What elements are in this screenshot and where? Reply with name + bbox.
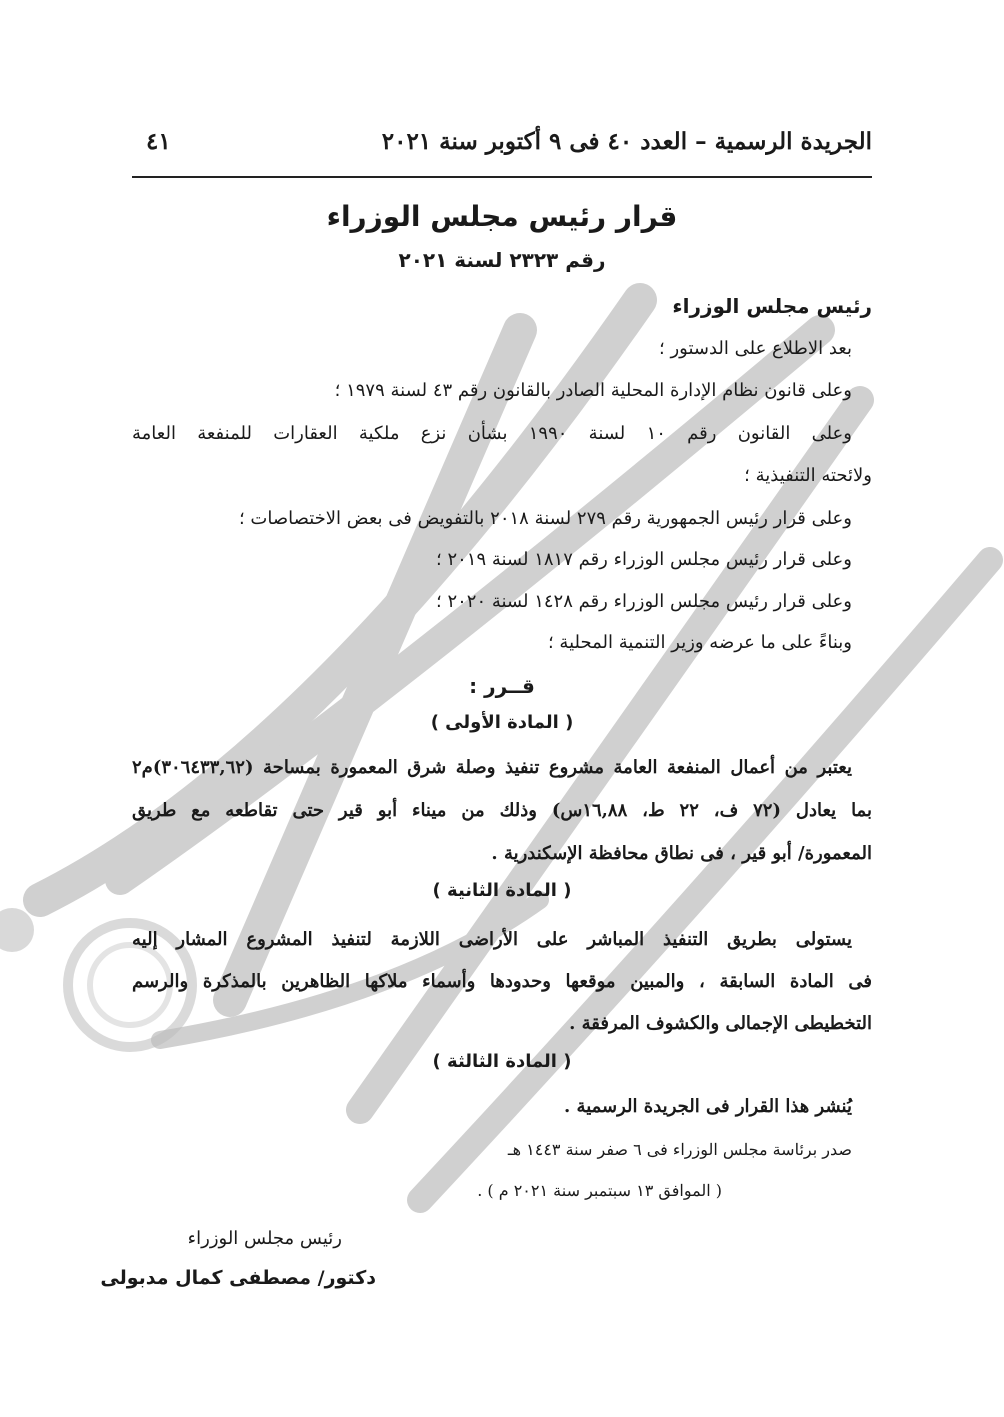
article-2-line: التخطيطى الإجمالى والكشوف المرفقة . bbox=[569, 1013, 872, 1034]
corresponding-date: ( الموافق ١٣ سبتمبر سنة ٢٠٢١ م ) . bbox=[477, 1181, 722, 1200]
preamble-line: وبناءً على ما عرضه وزير التنمية المحلية ؛ bbox=[547, 632, 852, 653]
page-number: ٤١ bbox=[146, 128, 171, 155]
signature-name: دكتور/ مصطفى كمال مدبولى bbox=[100, 1267, 376, 1289]
article-2-line: يستولى بطريق التنفيذ المباشر على الأراضى اللازمة لتنفيذ المشروع المشار إليه bbox=[132, 929, 852, 950]
preamble-line: وعلى القانون رقم ١٠ لسنة ١٩٩٠ بشأن نزع ملكية العقارات للمنفعة العامة bbox=[132, 423, 852, 444]
article-1-heading: ( المادة الأولى ) bbox=[430, 712, 574, 733]
signature-title: رئيس مجلس الوزراء bbox=[187, 1228, 342, 1249]
article-3-heading: ( المادة الثالثة ) bbox=[432, 1051, 572, 1072]
article-3-line: يُنشر هذا القرار فى الجريدة الرسمية . bbox=[564, 1096, 852, 1117]
gazette-header-title: الجريدة الرسمية – العدد ٤٠ فى ٩ أكتوبر سنة ٢٠٢١ bbox=[381, 128, 872, 155]
issued-at: صدر برئاسة مجلس الوزراء فى ٦ صفر سنة ١٤٤٣ هـ bbox=[507, 1140, 852, 1159]
preamble-line: وعلى قرار رئيس الجمهورية رقم ٢٧٩ لسنة ٢٠١٨ بالتفويض فى بعض الاختصاصات ؛ bbox=[238, 508, 852, 529]
article-2-heading: ( المادة الثانية ) bbox=[432, 880, 572, 901]
preamble-line: بعد الاطلاع على الدستور ؛ bbox=[659, 338, 852, 359]
issuer-heading: رئيس مجلس الوزراء bbox=[672, 294, 872, 318]
decree-number: رقم ٢٣٢٣ لسنة ٢٠٢١ bbox=[398, 248, 606, 272]
article-1-line: بما يعادل (٧٢ ف، ٢٢ ط، ١٦,٨٨س) وذلك من ميناء أبو قير حتى تقاطعه مع طريق bbox=[132, 800, 872, 821]
preamble-line: وعلى قرار رئيس مجلس الوزراء رقم ١٤٢٨ لسنة ٢٠٢٠ ؛ bbox=[436, 591, 852, 612]
header-rule bbox=[132, 176, 872, 178]
preamble-line: وعلى قانون نظام الإدارة المحلية الصادر بالقانون رقم ٤٣ لسنة ١٩٧٩ ؛ bbox=[334, 380, 852, 401]
article-1-line: يعتبر من أعمال المنفعة العامة مشروع تنفيذ وصلة شرق المعمورة بمساحة (٣٠٦٤٣٣,٦٢)م٢ bbox=[132, 757, 852, 778]
preamble-line: ولائحته التنفيذية ؛ bbox=[744, 465, 872, 486]
article-2-line: فى المادة السابقة ، والمبين موقعها وحدودها وأسماء ملاكها الظاهرين بالمذكرة والرسم bbox=[132, 971, 872, 992]
decree-title: قرار رئيس مجلس الوزراء bbox=[326, 200, 678, 233]
running-header bbox=[132, 128, 872, 164]
preamble-line: وعلى قرار رئيس مجلس الوزراء رقم ١٨١٧ لسنة ٢٠١٩ ؛ bbox=[436, 549, 852, 570]
decides-heading: قــرر : bbox=[469, 674, 535, 698]
article-1-line: المعمورة/ أبو قير ، فى نطاق محافظة الإسكندرية . bbox=[491, 843, 872, 864]
